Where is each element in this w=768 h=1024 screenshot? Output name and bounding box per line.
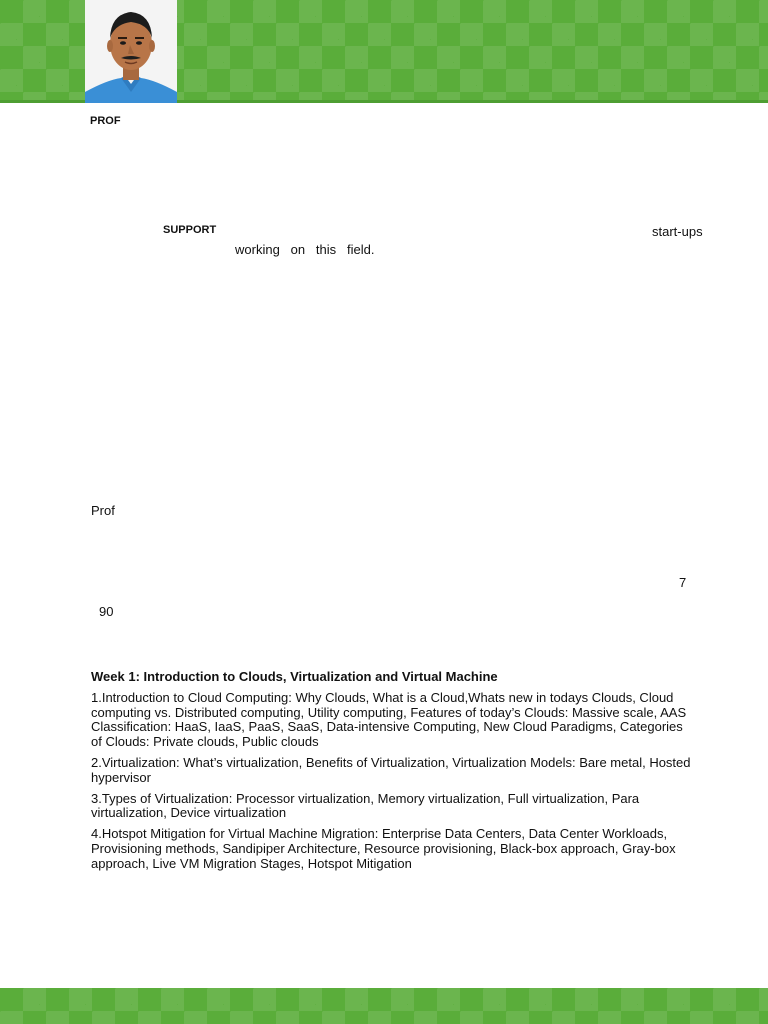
syllabus-item-3: 3.Types of Virtualization: Processor virtualization, Memory virtualization, Full virtualization, Para virtualization, Device virtualization	[91, 790, 640, 821]
working-fragment: working on this field.	[235, 242, 375, 257]
syllabus-section	[91, 670, 691, 872]
number-ninety: 90	[99, 604, 114, 619]
bottom-green-banner	[0, 988, 768, 1024]
portrait-photo	[85, 0, 177, 103]
week-title: Week 1: Introduction to Clouds, Virtualization and Virtual Machine	[91, 669, 498, 684]
prof-fragment: Prof	[91, 503, 115, 518]
syllabus-item-1: 1.Introduction to Cloud Computing: Why Clouds, What is a Cloud,Whats new in todays Clouds, Cloud computing vs. Distributed computing, Utility computing, Features of today’s Clouds: Massive scale, AAS Classification: HaaS, IaaS, PaaS, SaaS, Data-intensive Computing, New Cloud Paradigms, Categories of Clouds: Private clouds, Public clouds	[91, 689, 687, 750]
startups-fragment: start-ups	[652, 224, 703, 239]
support-fragment: SUPPORT	[163, 224, 217, 236]
prof-heading: PROF	[90, 115, 121, 127]
syllabus-item-4: 4.Hotspot Mitigation for Virtual Machine Migration: Enterprise Data Centers, Data Center Workloads, Provisioning methods, Sandipiper Architecture, Resource provisioning, Black-box approach, Gray-box approach, Live VM Migration Stages, Hotspot Mitigation	[91, 826, 676, 871]
portrait-photo-drawing	[85, 0, 177, 103]
number-seven: 7	[679, 575, 687, 590]
syllabus-item-2: 2.Virtualization: What’s virtualization, Benefits of Virtualization, Virtualization Models: Bare metal, Hosted hypervisor	[91, 754, 691, 785]
